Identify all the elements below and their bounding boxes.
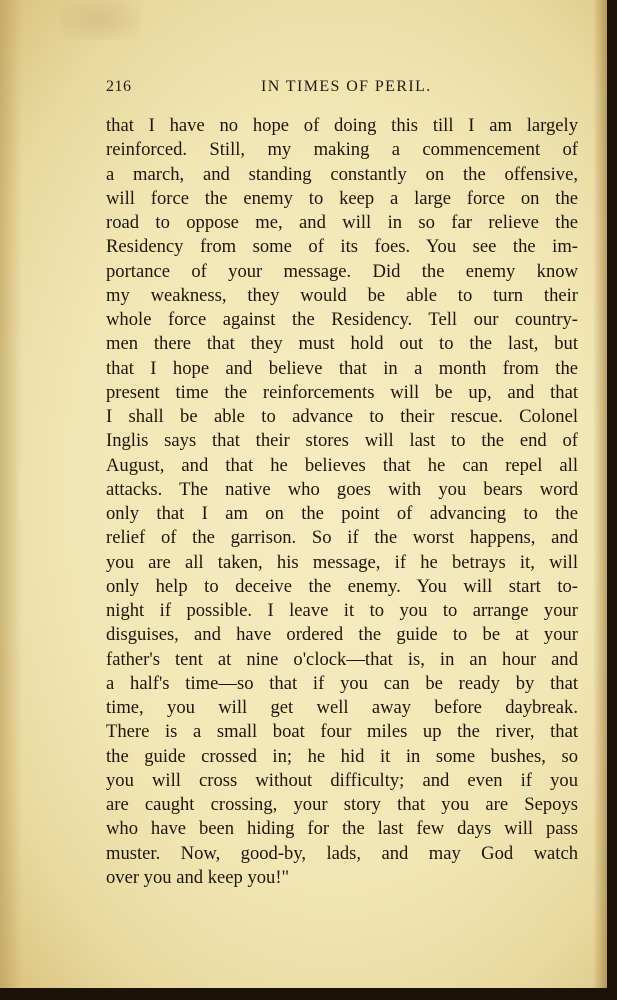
text-line: night if possible. I leave it to you to arrange your <box>106 600 578 621</box>
text-line: attacks. The native who goes with you bears word <box>106 478 578 500</box>
text-line: muster. Now, good-by, lads, and may God watch <box>106 842 578 864</box>
text-line: I shall be able to advance to their rescue. Colonel <box>106 406 578 427</box>
text-line: disguises, and have ordered the guide to be at your <box>106 624 578 646</box>
text-line: father's tent at nine o'clock—that is, in an hour and <box>106 648 578 670</box>
text-line: you are all taken, his message, if he betrays it, will <box>106 551 578 573</box>
running-head: IN TIMES OF PERIL. <box>261 78 432 95</box>
text-line: are caught crossing, your story that you are Sepoys <box>106 794 578 815</box>
text-line: my weakness, they would be able to turn their <box>106 284 578 306</box>
text-line: There is a small boat four miles up the river, that <box>106 721 578 743</box>
text-line: Residency from some of its foes. You see the im- <box>106 236 578 258</box>
text-line: reinforced. Still, my making a commencement of <box>106 139 578 161</box>
text-line: that I have no hope of doing this till I am largely <box>106 115 578 136</box>
page-header <box>106 78 578 100</box>
text-line: the guide crossed in; he hid it in some bushes, so <box>106 745 578 767</box>
text-line: whole force against the Residency. Tell our country- <box>106 309 578 330</box>
text-line: time, you will get well away before daybreak. <box>106 697 578 718</box>
text-line: you will cross without difficulty; and even if you <box>106 769 578 791</box>
text-line: that I hope and believe that in a month from the <box>106 357 578 379</box>
text-line: will force the enemy to keep a large force on the <box>106 187 578 209</box>
text-line: portance of your message. Did the enemy know <box>106 260 578 282</box>
text-line: a half's time—so that if you can be ready by that <box>106 672 578 694</box>
text-line: road to oppose me, and will in so far relieve the <box>106 212 578 233</box>
text-line: only help to deceive the enemy. You will start to- <box>106 575 578 597</box>
text-line: Inglis says that their stores will last to the end of <box>106 430 578 452</box>
text-line: men there that they must hold out to the last, but <box>106 333 578 355</box>
text-line: over you and keep you!" <box>106 866 290 888</box>
text-line: August, and that he believes that he can repel all <box>106 454 578 476</box>
page-stain <box>60 0 140 40</box>
text-line: who have been hiding for the last few days will pass <box>106 818 578 840</box>
text-line: present time the reinforcements will be up, and that <box>106 381 578 403</box>
text-line: only that I am on the point of advancing to the <box>106 503 578 524</box>
text-line: relief of the garrison. So if the worst happens, and <box>106 527 578 549</box>
text-line: a march, and standing constantly on the offensive, <box>106 163 578 185</box>
page-number: 216 <box>106 78 132 95</box>
body-text <box>106 114 578 890</box>
